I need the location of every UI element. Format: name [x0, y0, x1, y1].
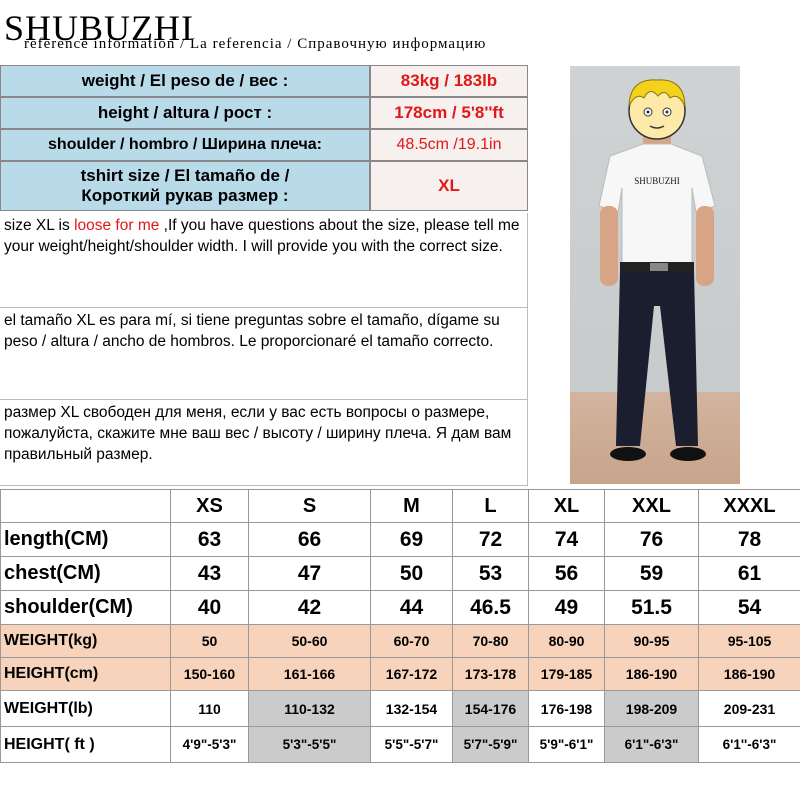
info-weight-label: weight / El peso de / вес :: [0, 65, 370, 97]
info-shoulder-label: shoulder / hombro / Ширина плеча:: [0, 129, 370, 161]
table-cell: 167-172: [371, 658, 453, 691]
table-cell: 4'9"-5'3": [171, 727, 249, 763]
table-cell: 46.5: [453, 591, 529, 625]
table-cell: 5'5"-5'7": [371, 727, 453, 763]
note-english-text: size XL is: [4, 217, 75, 234]
info-shoulder-value: 48.5cm /19.1in: [370, 129, 528, 161]
row-label: HEIGHT(cm): [1, 658, 171, 691]
table-cell: 5'7"-5'9": [453, 727, 529, 763]
table-cell: 43: [171, 557, 249, 591]
table-cell: 5'9"-6'1": [529, 727, 605, 763]
table-cell: 69: [371, 523, 453, 557]
table-cell: 51.5: [605, 591, 699, 625]
info-weight-value: 83kg / 183lb: [370, 65, 528, 97]
table-cell: 61: [699, 557, 800, 591]
row-label: WEIGHT(kg): [1, 625, 171, 658]
table-row-height-ft: [1, 727, 800, 763]
table-cell: 40: [171, 591, 249, 625]
size-header-row: [1, 490, 800, 523]
table-cell: 60-70: [371, 625, 453, 658]
brand-logo: SHUBUZHI: [4, 8, 195, 48]
table-cell: 110: [171, 691, 249, 727]
note-english-text-rest: ,If you have questions about the size, please tell me your weight/height/shoulder width. I will provide you with the correct size.: [4, 217, 520, 255]
table-cell: 110-132: [249, 691, 371, 727]
table-cell: 90-95: [605, 625, 699, 658]
table-cell: 179-185: [529, 658, 605, 691]
size-header-cell: L: [453, 490, 529, 523]
table-cell: 6'1"-6'3": [605, 727, 699, 763]
note-english-highlight: loose for me: [74, 217, 160, 234]
table-cell: 161-166: [249, 658, 371, 691]
table-cell: 76: [605, 523, 699, 557]
table-cell: 176-198: [529, 691, 605, 727]
info-tshirt-size-label: [0, 161, 370, 211]
size-chart-table: [0, 489, 800, 763]
table-row-chest: [1, 557, 800, 591]
table-cell: 56: [529, 557, 605, 591]
table-cell: 63: [171, 523, 249, 557]
row-label: length(CM): [1, 523, 171, 557]
info-height-label: height / altura / рост :: [0, 97, 370, 129]
table-cell: 49: [529, 591, 605, 625]
table-cell: 95-105: [699, 625, 800, 658]
note-russian: размер XL свободен для меня, если у вас есть вопросы о размере, пожалуйста, скажите мне ваш вес / высоту / ширину плеча. Я дам вам правильный размер.: [0, 400, 528, 486]
table-cell: 72: [453, 523, 529, 557]
table-cell: 50: [171, 625, 249, 658]
table-row-shoulder: [1, 591, 800, 625]
table-cell: 50-60: [249, 625, 371, 658]
table-cell: 47: [249, 557, 371, 591]
table-cell: 186-190: [605, 658, 699, 691]
table-cell: 50: [371, 557, 453, 591]
table-cell: 6'1''-6'3": [699, 727, 800, 763]
size-header-cell: M: [371, 490, 453, 523]
table-row-weight-lb: [1, 691, 800, 727]
row-label: HEIGHT( ft ): [1, 727, 171, 763]
table-cell: 154-176: [453, 691, 529, 727]
table-cell: 66: [249, 523, 371, 557]
size-header-cell: XXL: [605, 490, 699, 523]
info-tshirt-label-line2: Короткий рукав размер :: [81, 186, 289, 205]
table-cell: 132-154: [371, 691, 453, 727]
info-height-value: 178cm / 5'8''ft: [370, 97, 528, 129]
table-cell: 78: [699, 523, 800, 557]
size-header-cell: S: [249, 490, 371, 523]
table-cell: 5'3"-5'5": [249, 727, 371, 763]
shirt-print-text: SHUBUZHI: [634, 176, 680, 186]
table-cell: 42: [249, 591, 371, 625]
row-label: WEIGHT(lb): [1, 691, 171, 727]
table-row-length: [1, 523, 800, 557]
table-cell: 173-178: [453, 658, 529, 691]
info-tshirt-label-line1: tshirt size / El tamaño de /: [80, 166, 290, 185]
table-cell: 44: [371, 591, 453, 625]
row-label: shoulder(CM): [1, 591, 171, 625]
size-header-blank: [1, 490, 171, 523]
table-cell: 70-80: [453, 625, 529, 658]
reference-heading: reference information / La referencia / Справочную информацию: [24, 36, 487, 52]
info-tshirt-size-value: XL: [370, 161, 528, 211]
table-cell: 53: [453, 557, 529, 591]
table-cell: 74: [529, 523, 605, 557]
table-cell: 198-209: [605, 691, 699, 727]
table-row-weight-kg: [1, 625, 800, 658]
table-cell: 186-190: [699, 658, 800, 691]
size-header-cell: XL: [529, 490, 605, 523]
note-spanish: el tamaño XL es para mí, si tiene preguntas sobre el tamaño, dígame su peso / altura / ancho de hombros. Le proporcionaré el tamaño correcto.: [0, 308, 528, 400]
table-cell: 54: [699, 591, 800, 625]
table-cell: 80-90: [529, 625, 605, 658]
table-row-height-cm: [1, 658, 800, 691]
model-photo: [570, 66, 740, 484]
table-cell: 209-231: [699, 691, 800, 727]
row-label: chest(CM): [1, 557, 171, 591]
model-illustration: [570, 66, 740, 484]
size-header-cell: XXXL: [699, 490, 800, 523]
size-header-cell: XS: [171, 490, 249, 523]
table-cell: 150-160: [171, 658, 249, 691]
note-english: [0, 213, 528, 308]
table-cell: 59: [605, 557, 699, 591]
